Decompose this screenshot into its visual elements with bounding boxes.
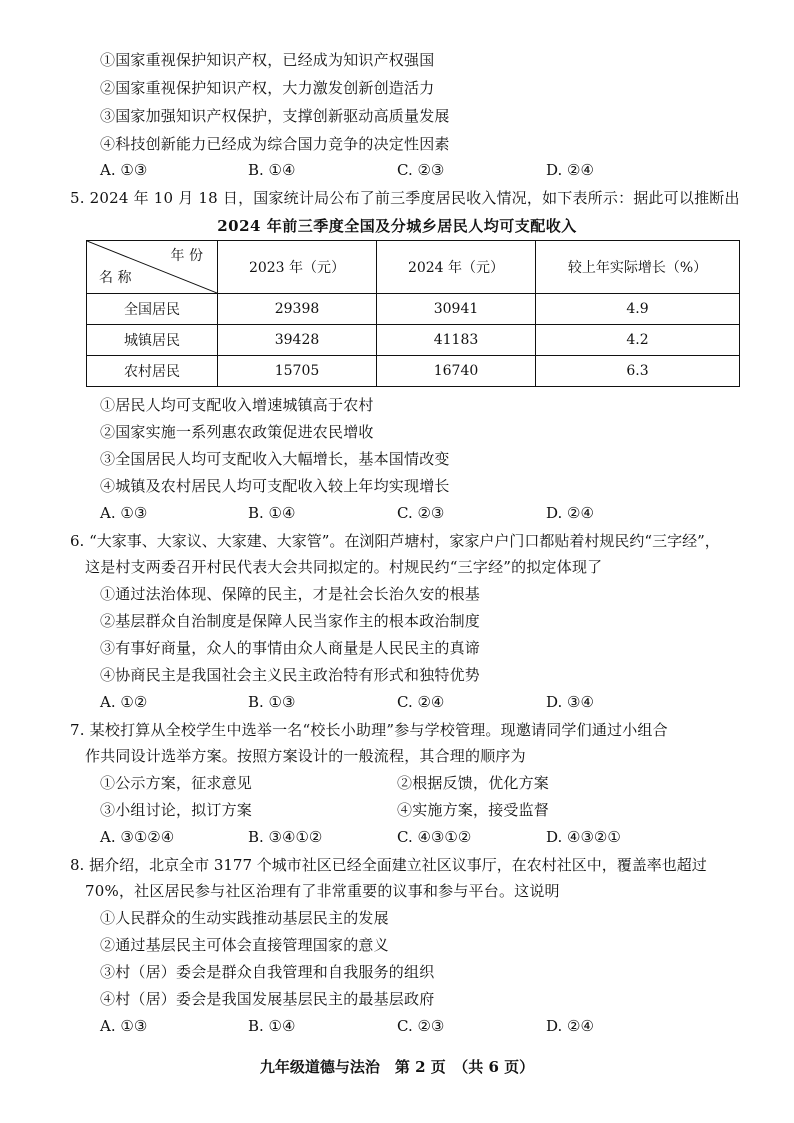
- q7-option-b: B. ③④①②: [248, 828, 323, 846]
- q8-option-a: A. ①③: [100, 1017, 148, 1035]
- q8-stem-line-2: 70%，社区居民参与社区治理有了非常重要的议事和参与平台。这说明: [85, 882, 560, 900]
- q5-item-4: ④城镇及农村居民人均可支配收入较上年均实现增长: [100, 477, 450, 495]
- income-table: [86, 240, 740, 387]
- q8-options: [0, 1016, 794, 1036]
- q4-item-4: ④科技创新能力已经成为综合国力竞争的决定性因素: [100, 135, 450, 153]
- table-cell: 16740: [377, 356, 536, 387]
- table-row: [87, 356, 740, 387]
- q6-option-b: B. ①③: [248, 693, 296, 711]
- table-cell: 4.2: [536, 325, 740, 356]
- table-header-2023: 2023 年（元）: [218, 241, 377, 294]
- q8-item-1: ①人民群众的生动实践推动基层民主的发展: [100, 909, 389, 927]
- table-cell: 30941: [377, 294, 536, 325]
- q6-option-a: A. ①②: [100, 693, 148, 711]
- q5-item-3: ③全国居民人均可支配收入大幅增长，基本国情改变: [100, 450, 450, 468]
- table-header-2024: 2024 年（元）: [377, 241, 536, 294]
- page-footer: 九年级道德与法治 第 2 页 （共 6 页）: [259, 1058, 535, 1076]
- table-cell: 农村居民: [87, 356, 218, 387]
- q4-options: [0, 160, 794, 180]
- table-header-row: [87, 241, 740, 294]
- q8-item-3: ③村（居）委会是群众自我管理和自我服务的组织: [100, 963, 435, 981]
- q7-option-a: A. ③①②④: [100, 828, 175, 846]
- q5-option-c: C. ②③: [397, 504, 445, 522]
- q6-options: [0, 692, 794, 712]
- q4-option-a: A. ①③: [100, 161, 148, 179]
- q8-item-2: ②通过基层民主可体会直接管理国家的意义: [100, 936, 389, 954]
- q7-item-4: ④实施方案，接受监督: [397, 801, 550, 819]
- q4-option-c: C. ②③: [397, 161, 445, 179]
- q7-option-c: C. ④③①②: [397, 828, 472, 846]
- q8-stem-line-1: 8. 据介绍，北京全市 3177 个城市社区已经全面建立社区议事厅，在农村社区中，覆盖率也超过: [70, 856, 707, 874]
- q8-option-c: C. ②③: [397, 1017, 445, 1035]
- q7-stem-line-2: 作共同设计选举方案。按照方案设计的一般流程，其合理的顺序为: [85, 747, 526, 765]
- q4-item-2: ②国家重视保护知识产权，大力激发创新创造活力: [100, 79, 435, 97]
- table-cell: 29398: [218, 294, 377, 325]
- table-cell: 41183: [377, 325, 536, 356]
- corner-label-year: 年 份: [170, 248, 203, 264]
- table-cell: 6.3: [536, 356, 740, 387]
- q8-item-4: ④村（居）委会是我国发展基层民主的最基层政府: [100, 990, 435, 1008]
- q6-stem-line-1: 6. “大家事、大家议、大家建、大家管”。在浏阳芦塘村，家家户户门口都贴着村规民约“三字经”，: [70, 532, 720, 550]
- q8-option-b: B. ①④: [248, 1017, 296, 1035]
- table-row: [87, 325, 740, 356]
- q6-item-3: ③有事好商量，众人的事情由众人商量是人民民主的真谛: [100, 639, 481, 657]
- q7-stem-line-1: 7. 某校打算从全校学生中选举一名“校长小助理”参与学校管理。现邀请同学们通过小组合: [70, 721, 668, 739]
- q5-option-a: A. ①③: [100, 504, 148, 522]
- q5-option-b: B. ①④: [248, 504, 296, 522]
- q5-options: [0, 503, 794, 523]
- corner-label-name: 名 称: [99, 270, 132, 286]
- table-corner-cell: [87, 241, 218, 294]
- q5-item-1: ①居民人均可支配收入增速城镇高于农村: [100, 396, 374, 414]
- q8-option-d: D. ②④: [546, 1017, 594, 1035]
- q7-item-1: ①公示方案，征求意见: [100, 774, 253, 792]
- q6-item-4: ④协商民主是我国社会主义民主政治特有形式和独特优势: [100, 666, 481, 684]
- table-cell: 15705: [218, 356, 377, 387]
- q4-item-1: ①国家重视保护知识产权，已经成为知识产权强国: [100, 51, 435, 69]
- q5-table-title: 2024 年前三季度全国及分城乡居民人均可支配收入: [217, 217, 577, 235]
- q4-option-b: B. ①④: [248, 161, 296, 179]
- table-cell: 城镇居民: [87, 325, 218, 356]
- q5-item-2: ②国家实施一系列惠农政策促进农民增收: [100, 423, 374, 441]
- table-header-growth: 较上年实际增长（%）: [536, 241, 740, 294]
- table-row: [87, 294, 740, 325]
- q5-option-d: D. ②④: [546, 504, 594, 522]
- q7-item-3: ③小组讨论，拟订方案: [100, 801, 253, 819]
- q6-item-1: ①通过法治体现、保障的民主，才是社会长治久安的根基: [100, 585, 481, 603]
- q4-item-3: ③国家加强知识产权保护，支撑创新驱动高质量发展: [100, 107, 450, 125]
- q7-option-d: D. ④③②①: [546, 828, 621, 846]
- table-cell: 全国居民: [87, 294, 218, 325]
- q6-option-d: D. ③④: [546, 693, 594, 711]
- q5-stem: 5. 2024 年 10 月 18 日，国家统计局公布了前三季度居民收入情况，如下表所示：据此可以推断出: [70, 189, 740, 207]
- table-cell: 39428: [218, 325, 377, 356]
- q6-stem-line-2: 这是村支两委召开村民代表大会共同拟定的。村规民约“三字经”的拟定体现了: [85, 558, 603, 576]
- table-cell: 4.9: [536, 294, 740, 325]
- q7-item-2: ②根据反馈，优化方案: [397, 774, 550, 792]
- q6-option-c: C. ②④: [397, 693, 445, 711]
- q6-item-2: ②基层群众自治制度是保障人民当家作主的根本政治制度: [100, 612, 481, 630]
- q7-options: [0, 827, 794, 847]
- q4-option-d: D. ②④: [546, 161, 594, 179]
